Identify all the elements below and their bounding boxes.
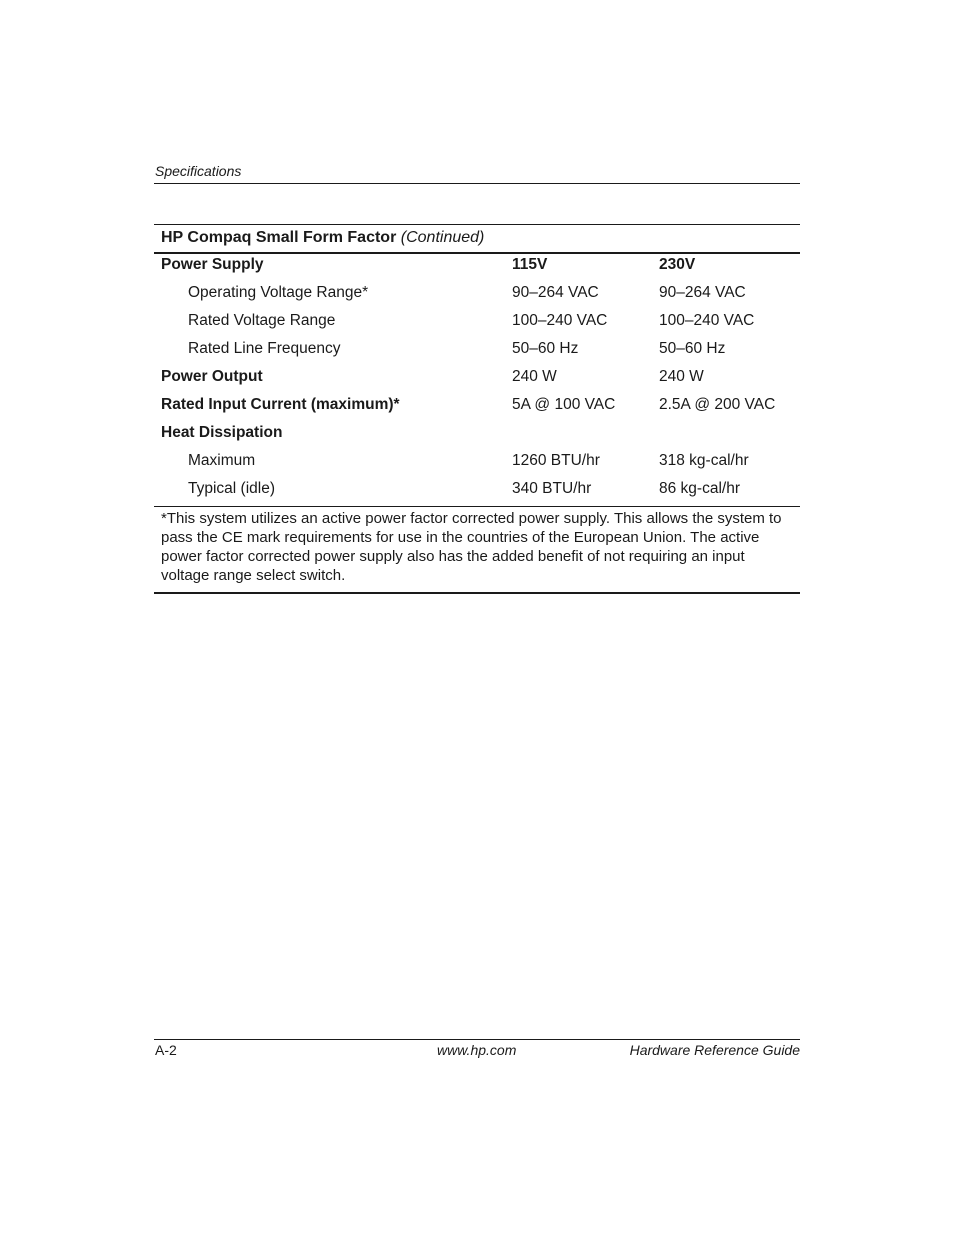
value-230v: 2.5A @ 200 VAC	[659, 396, 776, 413]
value-115v: 100–240 VAC	[512, 312, 608, 329]
table-row-heat-dissipation	[154, 422, 800, 450]
row-label: Typical (idle)	[188, 480, 275, 497]
table-row-operating-voltage	[154, 282, 800, 310]
value-115v: 240 W	[512, 368, 557, 385]
value-230v: 90–264 VAC	[659, 284, 746, 301]
table-row-power-supply	[154, 254, 800, 282]
value-115v: 1260 BTU/hr	[512, 452, 600, 469]
table-title-continued: (Continued)	[400, 229, 485, 246]
row-label: Rated Line Frequency	[188, 340, 341, 357]
table-row-heat-maximum	[154, 450, 800, 478]
footer-guide-title: Hardware Reference Guide	[629, 1042, 800, 1058]
table-row-heat-typical	[154, 478, 800, 506]
header-divider	[154, 183, 800, 184]
footer-divider	[154, 1039, 800, 1040]
table-row-line-frequency	[154, 338, 800, 366]
running-header: Specifications	[155, 163, 242, 179]
value-230v: 86 kg-cal/hr	[659, 480, 740, 497]
table-row-input-current	[154, 394, 800, 422]
row-label: Heat Dissipation	[161, 424, 283, 441]
spec-table	[154, 224, 800, 594]
value-230v: 318 kg-cal/hr	[659, 452, 749, 469]
row-label: Maximum	[188, 452, 256, 469]
page-number: A-2	[155, 1042, 177, 1058]
value-230v: 100–240 VAC	[659, 312, 755, 329]
column-header-115v: 115V	[512, 256, 548, 273]
table-title	[154, 225, 800, 254]
row-label: Power Supply	[161, 256, 264, 273]
value-115v: 5A @ 100 VAC	[512, 396, 616, 413]
table-title-main: HP Compaq Small Form Factor	[161, 229, 397, 246]
footer-website: www.hp.com	[437, 1042, 517, 1058]
table-row-rated-voltage	[154, 310, 800, 338]
value-230v: 50–60 Hz	[659, 340, 726, 357]
value-115v: 90–264 VAC	[512, 284, 599, 301]
row-label: Power Output	[161, 368, 263, 385]
value-115v: 340 BTU/hr	[512, 480, 592, 497]
table-footnote: *This system utilizes an active power factor corrected power supply. This allows the system to pass the CE mark requirements for use in the countries of the European Union. The active power factor corrected power supply also has the added benefit of not requiring an input voltage range select switch.	[154, 506, 800, 592]
row-label: Rated Input Current (maximum)*	[161, 396, 400, 413]
row-label: Operating Voltage Range*	[188, 284, 369, 301]
value-230v: 240 W	[659, 368, 704, 385]
row-label: Rated Voltage Range	[188, 312, 336, 329]
value-115v: 50–60 Hz	[512, 340, 579, 357]
column-header-230v: 230V	[659, 256, 696, 273]
table-row-power-output	[154, 366, 800, 394]
